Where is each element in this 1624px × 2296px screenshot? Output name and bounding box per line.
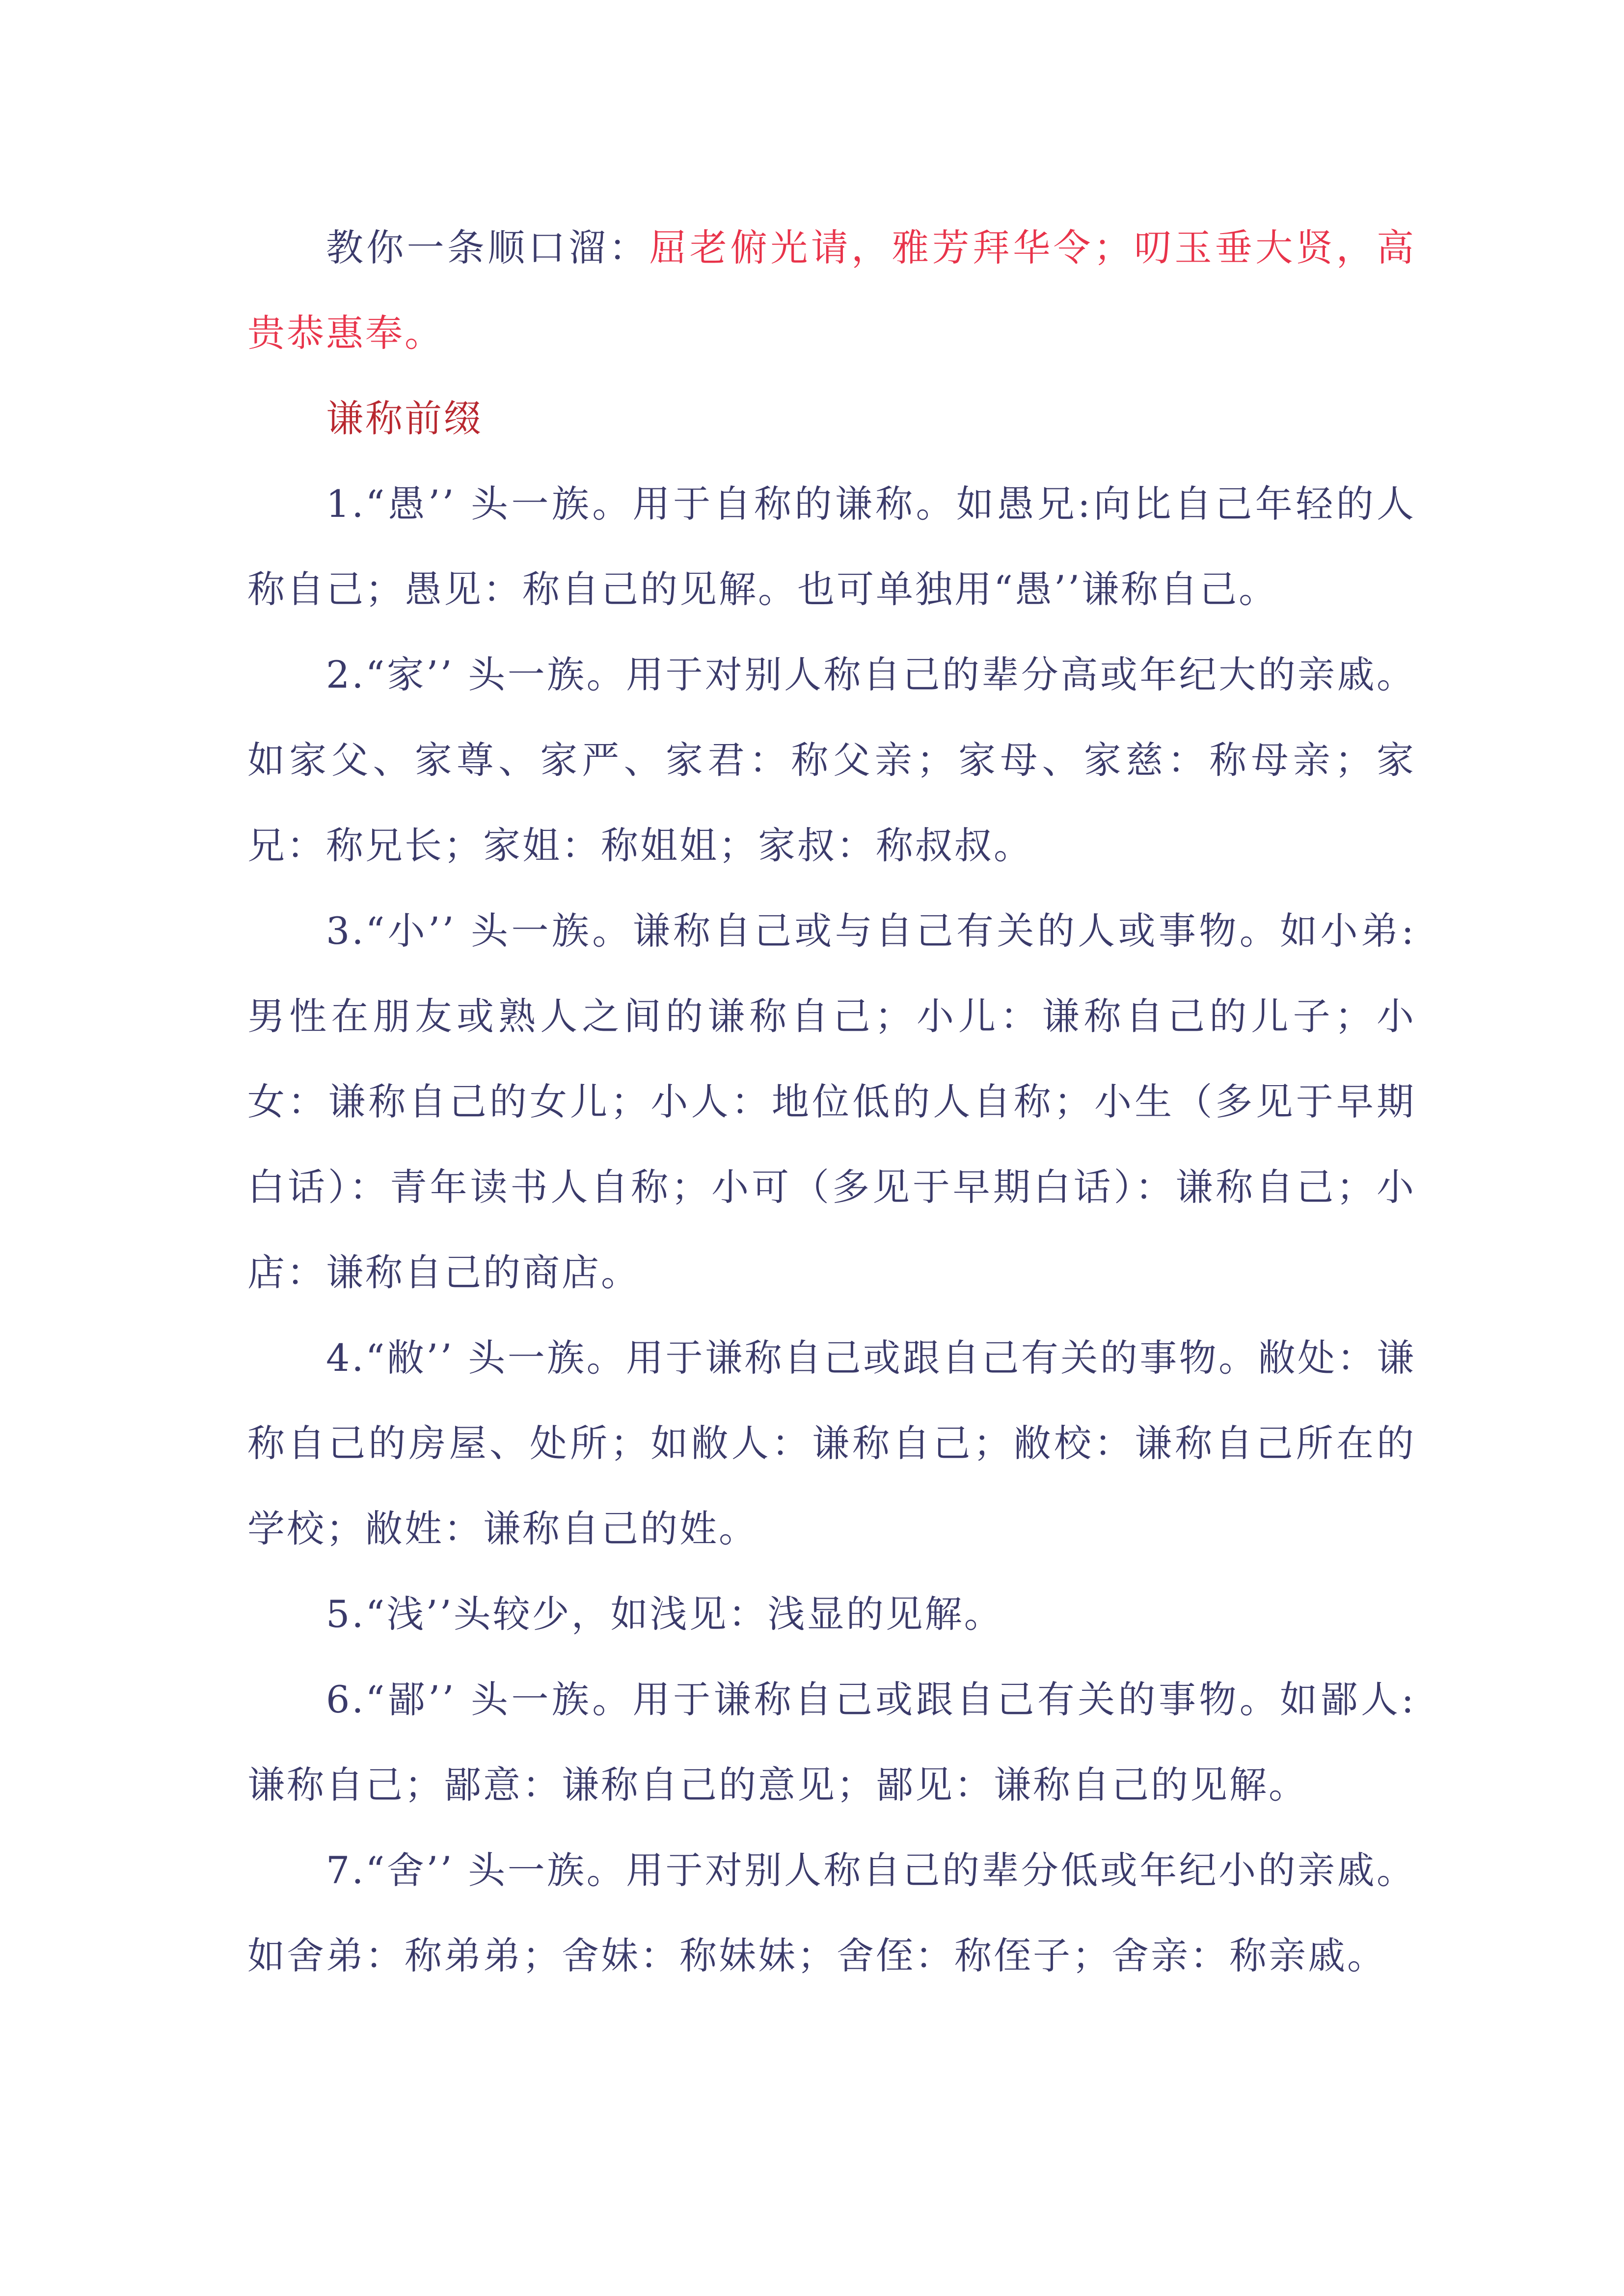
paragraph-3: 3.“小’’ 头一族。谦称自己或与自己有关的人或事物。如小弟:男性在朋友或熟人之间的谦称自己；小儿：谦称自己的儿子；小女：谦称自己的女儿；小人：地位低的人自称；小生（多见于早期白话）：青年读书人自称；小可（多见于早期白话）：谦称自己；小店：谦称自己的商店。 <box>247 909 1416 1294</box>
intro-paragraph <box>247 205 1416 376</box>
paragraph-1: 1.“愚’’ 头一族。用于自称的谦称。如愚兄:向比自己年轻的人称自己；愚见：称自己的见解。也可单独用“愚’’谦称自己。 <box>247 482 1416 611</box>
paragraph-4: 4.“敝’’ 头一族。用于谦称自己或跟自己有关的事物。敝处：谦称自己的房屋、处所；如敝人：谦称自己；敝校：谦称自己所在的学校；敝姓：谦称自己的姓。 <box>247 1336 1416 1550</box>
rhyme-text: 屈老俯光请，雅芳拜华令；叨玉垂大贤，高贵恭惠奉。 <box>247 226 1416 355</box>
section-heading: 谦称前缀 <box>326 397 483 440</box>
document-body <box>247 205 1416 1999</box>
paragraph-2: 2.“家’’ 头一族。用于对别人称自己的辈分高或年纪大的亲戚。如家父、家尊、家严、家君：称父亲；家母、家慈：称母亲；家兄：称兄长；家姐：称姐姐；家叔：称叔叔。 <box>247 653 1416 867</box>
paragraph-6: 6.“鄙’’ 头一族。用于谦称自己或跟自己有关的事物。如鄙人:谦称自己；鄙意：谦称自己的意见；鄙见：谦称自己的见解。 <box>247 1678 1416 1807</box>
paragraph-7: 7.“舍’’ 头一族。用于对别人称自己的辈分低或年纪小的亲戚。如舍弟：称弟弟；舍妹：称妹妹；舍侄：称侄子；舍亲：称亲戚。 <box>247 1848 1416 1977</box>
intro-lead: 教你一条顺口溜： <box>326 226 650 269</box>
paragraph-5: 5.“浅’’头较少，如浅见：浅显的见解。 <box>326 1592 1003 1636</box>
